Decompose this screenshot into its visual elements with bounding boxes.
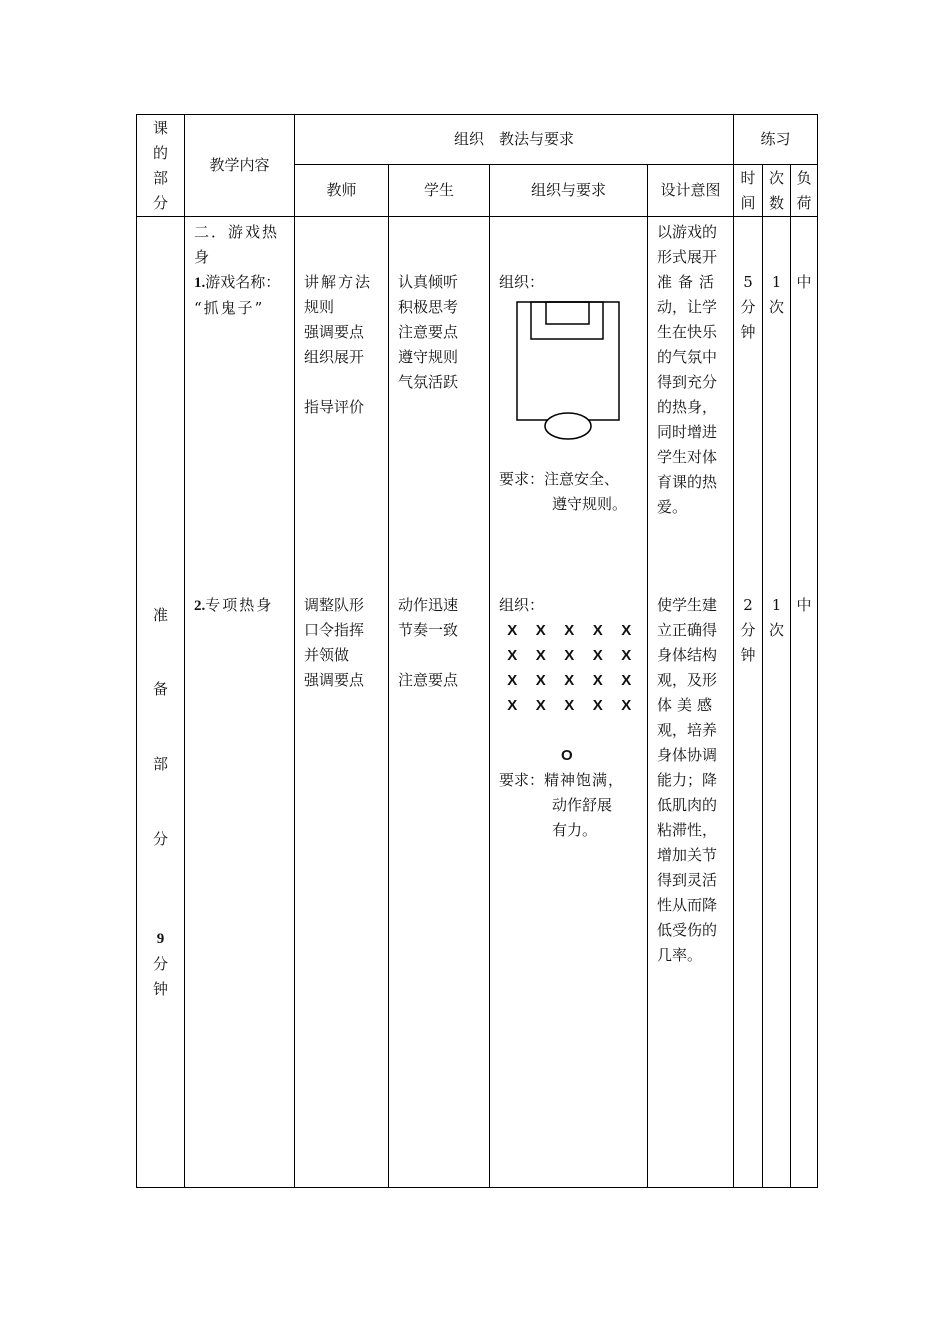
teacher-cell [295,217,389,1188]
formation-leader: O [561,747,573,764]
game-load: 中 [796,273,812,291]
section-char: 备 [152,680,168,698]
warmup-load: 中 [796,596,812,614]
warmup-content: 2.专项热身 [194,596,274,614]
field-goal-box [546,302,589,324]
game-requirements: 要求：注意安全、 遵守规则。 [499,470,628,513]
game-org-label: 组织： [499,273,545,291]
header-teacher: 教师 [295,165,389,217]
field-center-circle [545,413,591,439]
header-org-group: 组织 教法与要求 [295,115,734,165]
warmup-student: 动作迅速 节奏一致 注意要点 [398,596,459,689]
header-design: 设计意图 [648,165,734,217]
game-teacher: 讲解方法 规则 强调要点 组织展开 指导评价 [304,273,373,416]
section-duration-unit: 钟 [152,980,168,998]
section-char: 准 [152,606,168,624]
header-practice-group: 练习 [734,115,818,165]
org-cell [490,217,648,1188]
section-duration-unit: 分 [152,955,168,973]
formation-row: X X X X X [507,622,632,639]
game-student: 认真倾听 积极思考 注意要点 遵守规则 气氛活跃 [398,273,459,391]
student-cell [389,217,490,1188]
warmup-count: 1 次 [769,596,785,639]
header-org-req: 组织与要求 [490,165,648,217]
formation-row: X X X X X [507,647,632,664]
game-count: 1 次 [769,273,785,316]
header-count: 次 数 [763,165,791,217]
section-char: 部 [152,755,168,773]
section-cell [137,217,185,1188]
field-diagram [516,301,620,443]
content-cell [185,217,295,1188]
count-cell [763,217,791,1188]
header-load: 负 荷 [791,165,818,217]
header-part: 课 的 部 分 [137,115,185,217]
game-design: 以游戏的 形式展开 准备活 动，让学 生在快乐 的气氛中 得到充分 的热身， 同时增进 学生对体 育课的热 爱。 [657,223,721,516]
formation-row: X X X X X [507,697,632,714]
game-content: 二．游戏热 身 1.游戏名称： “抓鬼子” [194,220,294,321]
formation-grid [498,618,647,718]
section-char: 分 [152,830,168,848]
formation-row: X X X X X [507,672,632,689]
time-cell [734,217,763,1188]
design-cell [648,217,734,1188]
load-cell [791,217,818,1188]
section-duration-num: 9 [156,931,165,947]
game-name: “抓鬼子” [194,299,265,317]
warmup-time: 2 分 钟 [740,596,756,664]
warmup-requirements: 要求：精神饱满， 动作舒展 有力。 [499,771,625,839]
warmup-org-label: 组织： [499,596,545,614]
header-content: 教学内容 [185,115,295,217]
field-goal-area [531,302,603,339]
warmup-design: 使学生建 立正确得 身体结构 观，及形 体美感 观，培养 身体协调 能力；降 低肌肉的 粘滞性， 增加关节 得到灵活 性从而降 低受伤的 几率。 [657,596,718,964]
header-time: 时 间 [734,165,763,217]
header-student: 学生 [389,165,490,217]
warmup-teacher: 调整队形 口令指挥 并领做 强调要点 [304,596,365,689]
lesson-plan-table [136,114,818,1188]
game-time: 5 分 钟 [740,273,756,341]
